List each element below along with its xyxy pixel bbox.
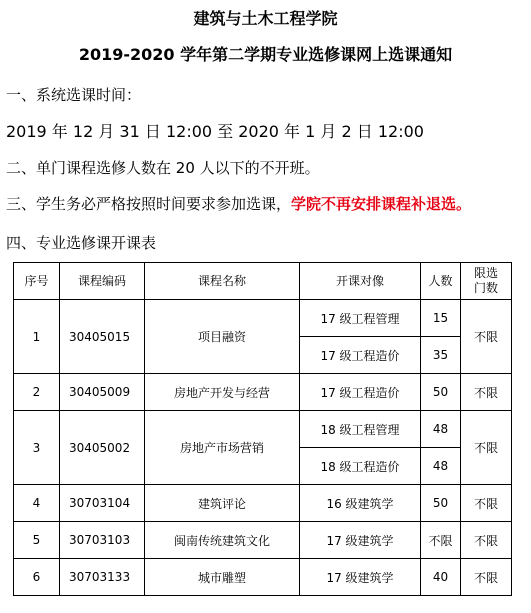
cell-code: 30405002 — [60, 411, 145, 485]
cell-count: 50 — [421, 374, 461, 411]
cell-code: 30405009 — [60, 374, 145, 411]
cell-count: 50 — [421, 485, 461, 522]
cell-count: 40 — [421, 559, 461, 596]
cell-count: 48 — [421, 411, 461, 448]
cell-target: 18 级工程管理 — [300, 411, 421, 448]
cell-target: 17 级工程造价 — [300, 337, 421, 374]
cell-no: 6 — [14, 559, 60, 596]
table-row — [14, 485, 512, 522]
section-3-prefix: 三、学生务必严格按照时间要求参加选课， — [6, 195, 292, 213]
section-1-heading: 一、系统选课时间： — [6, 86, 142, 104]
table-row — [14, 559, 512, 596]
cell-count: 15 — [421, 300, 461, 337]
table-row — [14, 411, 512, 448]
header-target: 开课对像 — [300, 263, 421, 300]
header-code: 课程编码 — [60, 263, 145, 300]
table-row — [14, 522, 512, 559]
cell-name: 城市雕塑 — [145, 559, 300, 596]
header-limit — [461, 263, 512, 300]
cell-target: 18 级工程造价 — [300, 448, 421, 485]
cell-target: 17 级工程管理 — [300, 300, 421, 337]
cell-target: 17 级建筑学 — [300, 522, 421, 559]
header-no: 序号 — [14, 263, 60, 300]
cell-name: 房地产开发与经营 — [145, 374, 300, 411]
header-limit-line2: 门数 — [473, 281, 498, 295]
section-3-emphasis: 学院不再安排课程补退选。 — [291, 195, 472, 213]
selection-time-range: 2019 年 12 月 31 日 12:00 至 2020 年 1 月 2 日 12:00 — [6, 122, 424, 141]
cell-target: 16 级建筑学 — [300, 485, 421, 522]
section-4-heading: 四、专业选修课开课表 — [6, 234, 157, 252]
section-2-text: 二、单门课程选修人数在 20 人以下的不开班。 — [6, 159, 320, 177]
cell-limit: 不限 — [461, 300, 512, 374]
cell-limit: 不限 — [461, 374, 512, 411]
header-name: 课程名称 — [145, 263, 300, 300]
cell-count: 不限 — [421, 522, 461, 559]
table-row — [14, 374, 512, 411]
cell-no: 2 — [14, 374, 60, 411]
cell-no: 3 — [14, 411, 60, 485]
cell-name: 闽南传统建筑文化 — [145, 522, 300, 559]
cell-limit: 不限 — [461, 522, 512, 559]
cell-name: 项目融资 — [145, 300, 300, 374]
section-3-text — [6, 193, 471, 214]
header-count: 人数 — [421, 263, 461, 300]
header-limit-line1: 限选 — [473, 266, 498, 280]
cell-code: 30703133 — [60, 559, 145, 596]
table-row — [14, 300, 512, 337]
cell-no: 4 — [14, 485, 60, 522]
cell-code: 30703103 — [60, 522, 145, 559]
cell-target: 17 级工程造价 — [300, 374, 421, 411]
cell-code: 30405015 — [60, 300, 145, 374]
cell-no: 5 — [14, 522, 60, 559]
cell-limit: 不限 — [461, 485, 512, 522]
cell-code: 30703104 — [60, 485, 145, 522]
cell-limit: 不限 — [461, 411, 512, 485]
cell-count: 48 — [421, 448, 461, 485]
school-title: 建筑与土木工程学院 — [193, 9, 338, 28]
cell-name: 建筑评论 — [145, 485, 300, 522]
cell-name: 房地产市场营销 — [145, 411, 300, 485]
table-header-row — [14, 263, 512, 300]
cell-target: 17 级建筑学 — [300, 559, 421, 596]
notice-title: 2019-2020 学年第二学期专业选修课网上选课通知 — [78, 45, 453, 64]
course-table — [13, 262, 512, 596]
cell-no: 1 — [14, 300, 60, 374]
cell-count: 35 — [421, 337, 461, 374]
cell-limit: 不限 — [461, 559, 512, 596]
